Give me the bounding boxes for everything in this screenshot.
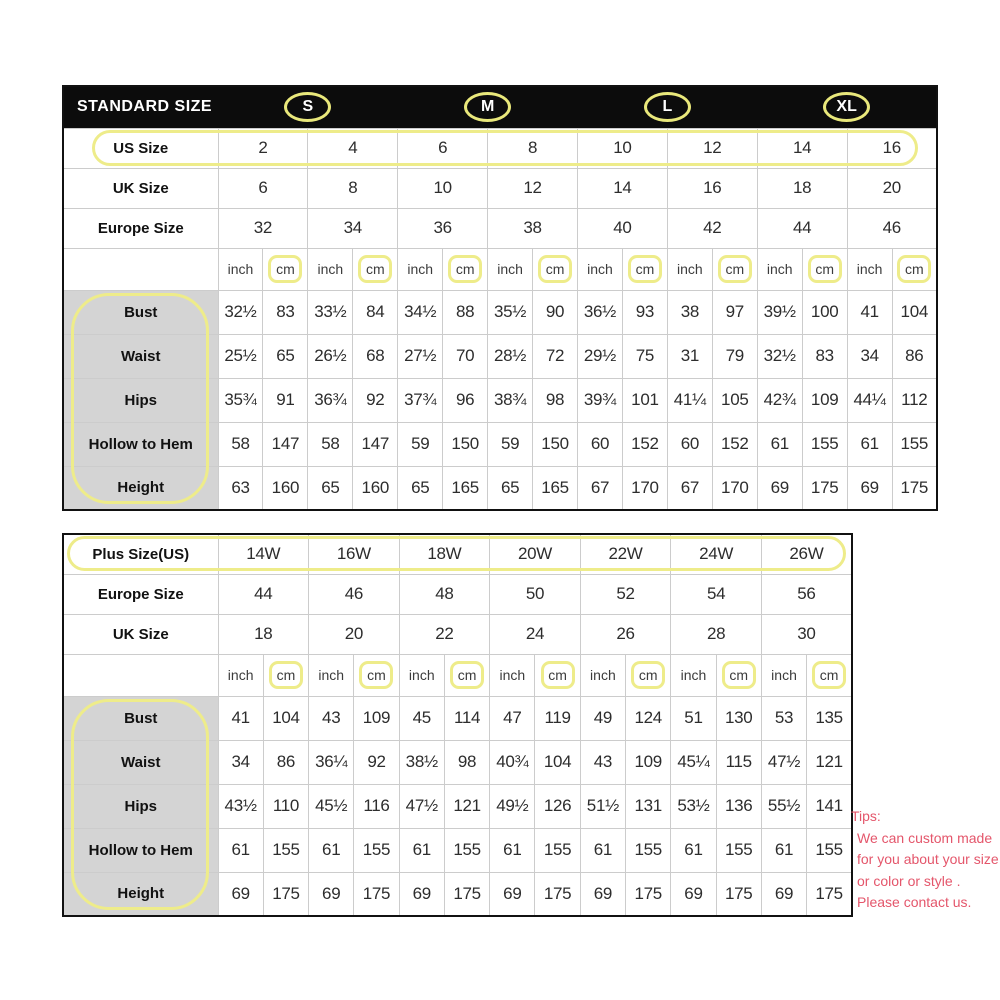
measure-inch-cell: 61 <box>757 422 802 466</box>
measure-inch-cell: 32½ <box>757 334 802 378</box>
measure-inch-cell: 45½ <box>309 784 354 828</box>
measure-cm-cell: 135 <box>807 696 852 740</box>
measure-cm-cell: 165 <box>533 466 578 510</box>
measure-cm-cell: 70 <box>443 334 488 378</box>
measure-inch-cell: 69 <box>761 872 806 916</box>
size-circle-highlight <box>464 92 511 122</box>
measure-inch-cell: 61 <box>847 422 892 466</box>
measure-inch-cell: 60 <box>578 422 623 466</box>
measure-inch-cell: 35¾ <box>218 378 263 422</box>
measure-inch-cell: 67 <box>667 466 712 510</box>
tips-line: for you about your size <box>857 851 999 867</box>
measure-inch-cell: 55½ <box>761 784 806 828</box>
measure-cm-cell: 97 <box>712 290 757 334</box>
measure-inch-cell: 47 <box>490 696 535 740</box>
unit-cm-label: cm <box>718 255 752 283</box>
measure-cm-cell: 141 <box>807 784 852 828</box>
size-value-cell: 14 <box>757 128 847 168</box>
measure-cm-cell: 88 <box>443 290 488 334</box>
measure-inch-cell: 28½ <box>488 334 533 378</box>
measure-cm-cell: 68 <box>353 334 398 378</box>
measure-cm-cell: 121 <box>444 784 489 828</box>
size-value-cell: 6 <box>218 168 308 208</box>
unit-cm-cell <box>353 248 398 290</box>
measure-inch-cell: 58 <box>308 422 353 466</box>
size-value-cell: 10 <box>398 168 488 208</box>
size-value-cell: 8 <box>308 168 398 208</box>
header-size-cell <box>398 86 578 128</box>
measure-inch-cell: 65 <box>308 466 353 510</box>
size-value-cell: 16 <box>847 128 937 168</box>
unit-cm-label: cm <box>808 255 842 283</box>
size-value-cell: 20W <box>490 534 581 574</box>
measure-inch-cell: 53 <box>761 696 806 740</box>
measure-inch-cell: 60 <box>667 422 712 466</box>
unit-cm-label: cm <box>448 255 482 283</box>
measure-inch-cell: 37¾ <box>398 378 443 422</box>
size-value-cell: 12 <box>488 168 578 208</box>
measure-inch-cell: 49½ <box>490 784 535 828</box>
unit-cm-cell <box>807 654 852 696</box>
measure-inch-cell: 44¼ <box>847 378 892 422</box>
size-value-cell: 16 <box>667 168 757 208</box>
measure-inch-cell: 61 <box>309 828 354 872</box>
measure-cm-cell: 155 <box>444 828 489 872</box>
unit-inch-label: inch <box>757 248 802 290</box>
measure-cm-cell: 175 <box>892 466 937 510</box>
size-value-cell: 24 <box>490 614 581 654</box>
measure-cm-cell: 130 <box>716 696 761 740</box>
measure-cm-cell: 155 <box>626 828 671 872</box>
measure-cm-cell: 155 <box>354 828 399 872</box>
measure-cm-cell: 150 <box>533 422 578 466</box>
size-value-cell: 28 <box>671 614 762 654</box>
measure-inch-cell: 51½ <box>580 784 625 828</box>
measure-inch-cell: 41 <box>218 696 263 740</box>
unit-cm-label: cm <box>897 255 931 283</box>
measure-inch-cell: 61 <box>399 828 444 872</box>
unit-row-spacer <box>63 654 218 696</box>
unit-inch-label: inch <box>218 654 263 696</box>
unit-cm-cell <box>443 248 488 290</box>
measure-inch-cell: 69 <box>490 872 535 916</box>
unit-cm-label: cm <box>541 661 575 689</box>
measure-inch-cell: 63 <box>218 466 263 510</box>
measure-cm-cell: 155 <box>263 828 308 872</box>
row-label: Bust <box>63 290 218 334</box>
measure-inch-cell: 69 <box>757 466 802 510</box>
measure-cm-cell: 136 <box>716 784 761 828</box>
measure-cm-cell: 104 <box>535 740 580 784</box>
unit-cm-label: cm <box>269 661 303 689</box>
standard-table <box>62 85 938 511</box>
measure-cm-cell: 165 <box>443 466 488 510</box>
measure-inch-cell: 42¾ <box>757 378 802 422</box>
measure-cm-cell: 160 <box>353 466 398 510</box>
unit-inch-label: inch <box>218 248 263 290</box>
size-value-cell: 24W <box>671 534 762 574</box>
measure-inch-cell: 39¾ <box>578 378 623 422</box>
unit-cm-label: cm <box>722 661 756 689</box>
unit-cm-label: cm <box>450 661 484 689</box>
measure-cm-cell: 170 <box>712 466 757 510</box>
size-value-cell: 22W <box>580 534 671 574</box>
row-label: Height <box>63 466 218 510</box>
size-value-cell: 36 <box>398 208 488 248</box>
measure-cm-cell: 79 <box>712 334 757 378</box>
row-label: UK Size <box>63 614 218 654</box>
unit-row-spacer <box>63 248 218 290</box>
measure-inch-cell: 34 <box>847 334 892 378</box>
size-value-cell: 52 <box>580 574 671 614</box>
unit-cm-cell <box>622 248 667 290</box>
measure-cm-cell: 170 <box>622 466 667 510</box>
measure-cm-cell: 119 <box>535 696 580 740</box>
measure-inch-cell: 40¾ <box>490 740 535 784</box>
size-value-cell: 46 <box>847 208 937 248</box>
unit-cm-cell <box>626 654 671 696</box>
unit-cm-label: cm <box>358 255 392 283</box>
measure-cm-cell: 160 <box>263 466 308 510</box>
size-value-cell: 14 <box>578 168 668 208</box>
size-value-cell: 42 <box>667 208 757 248</box>
measure-cm-cell: 104 <box>263 696 308 740</box>
measure-inch-cell: 51 <box>671 696 716 740</box>
measure-inch-cell: 41 <box>847 290 892 334</box>
unit-cm-cell <box>892 248 937 290</box>
tips-line: Please contact us. <box>857 894 972 910</box>
measure-cm-cell: 93 <box>622 290 667 334</box>
tips-note <box>851 806 999 914</box>
measure-cm-cell: 175 <box>716 872 761 916</box>
measure-inch-cell: 69 <box>671 872 716 916</box>
unit-cm-label: cm <box>268 255 302 283</box>
measure-cm-cell: 101 <box>622 378 667 422</box>
header-size-cell <box>218 86 398 128</box>
measure-inch-cell: 47½ <box>399 784 444 828</box>
measure-cm-cell: 98 <box>444 740 489 784</box>
measure-inch-cell: 26½ <box>308 334 353 378</box>
size-value-cell: 18 <box>757 168 847 208</box>
unit-inch-label: inch <box>580 654 625 696</box>
measure-inch-cell: 65 <box>398 466 443 510</box>
unit-cm-cell <box>716 654 761 696</box>
size-value-cell: 22 <box>399 614 490 654</box>
measure-inch-cell: 45 <box>399 696 444 740</box>
row-label: Hips <box>63 784 218 828</box>
measure-cm-cell: 155 <box>802 422 847 466</box>
measure-cm-cell: 92 <box>353 378 398 422</box>
measure-inch-cell: 38 <box>667 290 712 334</box>
unit-cm-cell <box>263 248 308 290</box>
measure-cm-cell: 96 <box>443 378 488 422</box>
measure-inch-cell: 61 <box>671 828 716 872</box>
measure-inch-cell: 43 <box>309 696 354 740</box>
unit-inch-label: inch <box>399 654 444 696</box>
measure-inch-cell: 32½ <box>218 290 263 334</box>
size-circle-highlight <box>284 92 331 122</box>
measure-cm-cell: 84 <box>353 290 398 334</box>
measure-inch-cell: 29½ <box>578 334 623 378</box>
measure-cm-cell: 155 <box>535 828 580 872</box>
measure-inch-cell: 69 <box>309 872 354 916</box>
row-label: Hips <box>63 378 218 422</box>
measure-cm-cell: 86 <box>263 740 308 784</box>
size-circle-highlight <box>823 92 870 122</box>
unit-inch-label: inch <box>761 654 806 696</box>
tips-title: Tips: <box>851 808 881 824</box>
measure-inch-cell: 36½ <box>578 290 623 334</box>
measure-cm-cell: 121 <box>807 740 852 784</box>
measure-inch-cell: 43½ <box>218 784 263 828</box>
measure-inch-cell: 27½ <box>398 334 443 378</box>
row-label: Hollow to Hem <box>63 422 218 466</box>
size-value-cell: 46 <box>309 574 400 614</box>
size-value-cell: 8 <box>488 128 578 168</box>
measure-cm-cell: 65 <box>263 334 308 378</box>
size-letter: XL <box>836 98 857 116</box>
measure-cm-cell: 147 <box>353 422 398 466</box>
measure-inch-cell: 61 <box>761 828 806 872</box>
measure-cm-cell: 131 <box>626 784 671 828</box>
measure-inch-cell: 36¾ <box>308 378 353 422</box>
measure-cm-cell: 92 <box>354 740 399 784</box>
measure-cm-cell: 175 <box>444 872 489 916</box>
unit-inch-label: inch <box>847 248 892 290</box>
measure-inch-cell: 43 <box>580 740 625 784</box>
measure-inch-cell: 31 <box>667 334 712 378</box>
row-label: Plus Size(US) <box>63 534 218 574</box>
measure-inch-cell: 53½ <box>671 784 716 828</box>
unit-cm-cell <box>533 248 578 290</box>
size-value-cell: 50 <box>490 574 581 614</box>
size-value-cell: 30 <box>761 614 852 654</box>
size-value-cell: 18 <box>218 614 309 654</box>
row-label: Waist <box>63 740 218 784</box>
measure-cm-cell: 112 <box>892 378 937 422</box>
size-value-cell: 40 <box>578 208 668 248</box>
measure-cm-cell: 175 <box>802 466 847 510</box>
size-value-cell: 44 <box>757 208 847 248</box>
measure-cm-cell: 126 <box>535 784 580 828</box>
size-value-cell: 44 <box>218 574 309 614</box>
measure-cm-cell: 175 <box>626 872 671 916</box>
tips-line: We can custom made <box>857 829 993 846</box>
size-value-cell: 20 <box>309 614 400 654</box>
size-value-cell: 54 <box>671 574 762 614</box>
size-value-cell: 32 <box>218 208 308 248</box>
unit-inch-label: inch <box>309 654 354 696</box>
plus-table <box>62 533 853 917</box>
measure-cm-cell: 91 <box>263 378 308 422</box>
unit-inch-label: inch <box>490 654 535 696</box>
unit-cm-cell <box>802 248 847 290</box>
measure-cm-cell: 155 <box>716 828 761 872</box>
header-size-cell <box>578 86 758 128</box>
measure-inch-cell: 61 <box>580 828 625 872</box>
size-value-cell: 26W <box>761 534 852 574</box>
unit-cm-label: cm <box>359 661 393 689</box>
size-circle-highlight <box>644 92 691 122</box>
measure-cm-cell: 115 <box>716 740 761 784</box>
size-value-cell: 18W <box>399 534 490 574</box>
measure-inch-cell: 34 <box>218 740 263 784</box>
measure-cm-cell: 90 <box>533 290 578 334</box>
unit-inch-label: inch <box>398 248 443 290</box>
measure-inch-cell: 38½ <box>399 740 444 784</box>
measure-cm-cell: 175 <box>535 872 580 916</box>
header-size-cell <box>757 86 937 128</box>
measure-cm-cell: 175 <box>354 872 399 916</box>
row-label: Waist <box>63 334 218 378</box>
measure-cm-cell: 175 <box>263 872 308 916</box>
measure-cm-cell: 83 <box>263 290 308 334</box>
measure-inch-cell: 59 <box>488 422 533 466</box>
plus-size-table <box>62 533 853 917</box>
size-value-cell: 26 <box>580 614 671 654</box>
size-value-cell: 56 <box>761 574 852 614</box>
measure-cm-cell: 175 <box>807 872 852 916</box>
size-letter: L <box>662 98 673 116</box>
unit-cm-cell <box>354 654 399 696</box>
unit-inch-label: inch <box>578 248 623 290</box>
measure-inch-cell: 39½ <box>757 290 802 334</box>
measure-inch-cell: 69 <box>847 466 892 510</box>
size-value-cell: 10 <box>578 128 668 168</box>
measure-inch-cell: 36¼ <box>309 740 354 784</box>
measure-inch-cell: 61 <box>490 828 535 872</box>
measure-cm-cell: 114 <box>444 696 489 740</box>
measure-inch-cell: 33½ <box>308 290 353 334</box>
measure-cm-cell: 155 <box>807 828 852 872</box>
measure-cm-cell: 109 <box>354 696 399 740</box>
unit-inch-label: inch <box>488 248 533 290</box>
unit-cm-cell <box>712 248 757 290</box>
measure-inch-cell: 61 <box>218 828 263 872</box>
measure-inch-cell: 59 <box>398 422 443 466</box>
measure-cm-cell: 152 <box>622 422 667 466</box>
measure-inch-cell: 69 <box>580 872 625 916</box>
measure-cm-cell: 83 <box>802 334 847 378</box>
measure-cm-cell: 104 <box>892 290 937 334</box>
measure-inch-cell: 45¼ <box>671 740 716 784</box>
measure-cm-cell: 116 <box>354 784 399 828</box>
measure-cm-cell: 109 <box>626 740 671 784</box>
size-value-cell: 34 <box>308 208 398 248</box>
row-label: Height <box>63 872 218 916</box>
size-value-cell: 20 <box>847 168 937 208</box>
unit-inch-label: inch <box>671 654 716 696</box>
row-label: Hollow to Hem <box>63 828 218 872</box>
tips-line: or color or style . <box>857 872 961 889</box>
size-value-cell: 12 <box>667 128 757 168</box>
measure-inch-cell: 25½ <box>218 334 263 378</box>
table-title: STANDARD SIZE <box>63 86 218 128</box>
size-letter: M <box>480 98 495 116</box>
measure-cm-cell: 155 <box>892 422 937 466</box>
measure-cm-cell: 147 <box>263 422 308 466</box>
measure-cm-cell: 150 <box>443 422 488 466</box>
size-value-cell: 6 <box>398 128 488 168</box>
measure-inch-cell: 41¼ <box>667 378 712 422</box>
measure-inch-cell: 69 <box>218 872 263 916</box>
size-value-cell: 2 <box>218 128 308 168</box>
measure-cm-cell: 72 <box>533 334 578 378</box>
size-value-cell: 16W <box>309 534 400 574</box>
unit-cm-cell <box>444 654 489 696</box>
measure-inch-cell: 47½ <box>761 740 806 784</box>
size-value-cell: 4 <box>308 128 398 168</box>
measure-inch-cell: 34½ <box>398 290 443 334</box>
size-letter: S <box>302 98 314 116</box>
measure-cm-cell: 110 <box>263 784 308 828</box>
measure-cm-cell: 86 <box>892 334 937 378</box>
measure-inch-cell: 69 <box>399 872 444 916</box>
unit-cm-cell <box>535 654 580 696</box>
row-label: US Size <box>63 128 218 168</box>
measure-cm-cell: 109 <box>802 378 847 422</box>
measure-inch-cell: 38¾ <box>488 378 533 422</box>
measure-cm-cell: 105 <box>712 378 757 422</box>
size-value-cell: 38 <box>488 208 578 248</box>
unit-cm-cell <box>263 654 308 696</box>
row-label: Bust <box>63 696 218 740</box>
size-value-cell: 48 <box>399 574 490 614</box>
measure-cm-cell: 75 <box>622 334 667 378</box>
size-value-cell: 14W <box>218 534 309 574</box>
unit-inch-label: inch <box>308 248 353 290</box>
measure-cm-cell: 124 <box>626 696 671 740</box>
unit-cm-label: cm <box>812 661 846 689</box>
unit-cm-label: cm <box>631 661 665 689</box>
measure-inch-cell: 58 <box>218 422 263 466</box>
unit-inch-label: inch <box>667 248 712 290</box>
measure-cm-cell: 100 <box>802 290 847 334</box>
unit-cm-label: cm <box>538 255 572 283</box>
measure-inch-cell: 49 <box>580 696 625 740</box>
measure-inch-cell: 35½ <box>488 290 533 334</box>
unit-cm-label: cm <box>628 255 662 283</box>
row-label: UK Size <box>63 168 218 208</box>
row-label: Europe Size <box>63 574 218 614</box>
row-label: Europe Size <box>63 208 218 248</box>
measure-cm-cell: 152 <box>712 422 757 466</box>
measure-inch-cell: 67 <box>578 466 623 510</box>
standard-size-table <box>62 85 938 511</box>
measure-inch-cell: 65 <box>488 466 533 510</box>
measure-cm-cell: 98 <box>533 378 578 422</box>
